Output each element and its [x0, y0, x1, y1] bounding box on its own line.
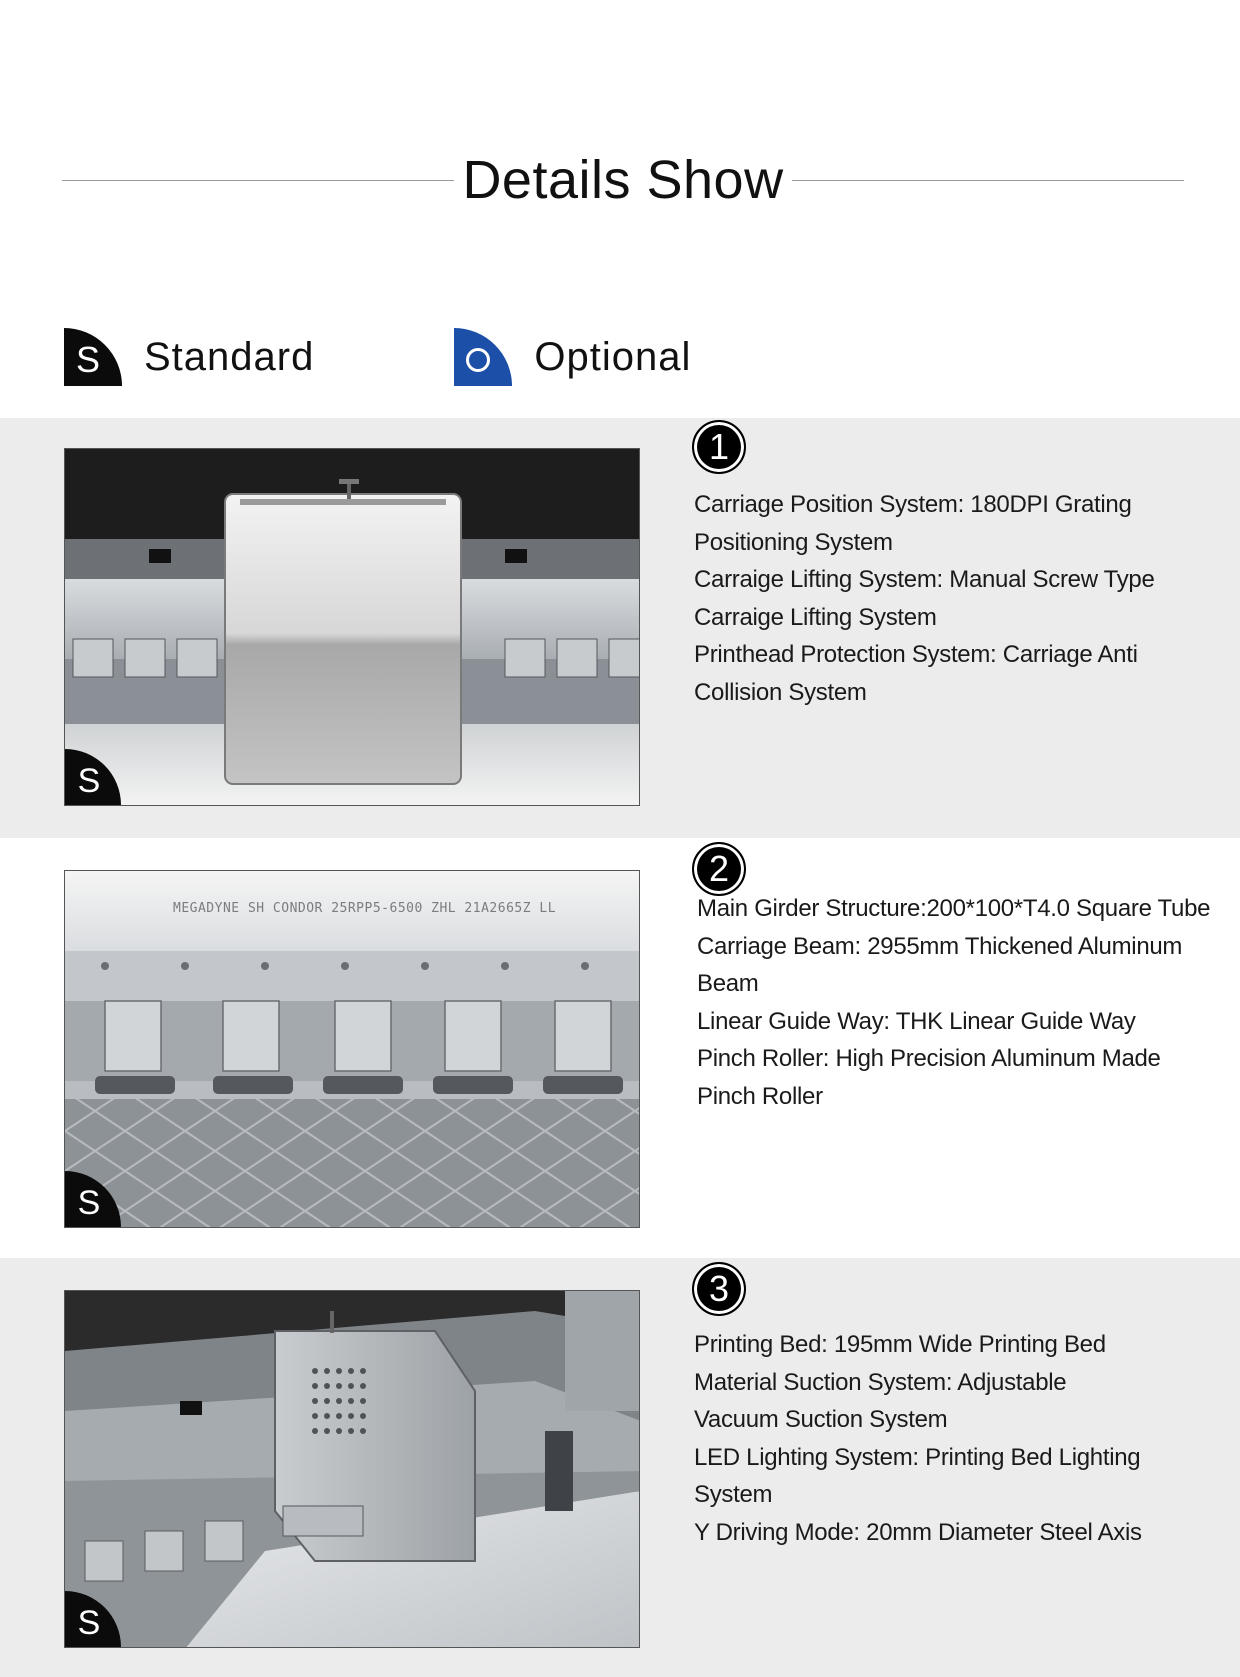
spec-line: Beam: [697, 970, 759, 997]
section-number-3: 3: [692, 1262, 746, 1316]
standard-badge-icon: S: [64, 328, 122, 386]
detail-section-1: [0, 418, 1240, 838]
girder-photo: [64, 870, 640, 1228]
optional-badge-icon: [454, 328, 512, 386]
spec-line: System: [694, 1481, 773, 1508]
spec-list-1: [694, 486, 1155, 711]
standard-badge-icon: S: [65, 1591, 121, 1647]
spec-line: Carriage Beam: 2955mm Thickened Aluminum: [697, 932, 1183, 960]
legend-optional: [454, 328, 691, 386]
spec-line: Positioning System: [694, 528, 893, 556]
printing-bed-photo: [64, 1290, 640, 1648]
detail-section-3: [0, 1258, 1240, 1677]
spec-line: LED Lighting System: Printing Bed Lighting: [694, 1443, 1141, 1471]
spec-line: Main Girder Structure:200*100*T4.0 Square Tube: [697, 895, 1211, 922]
section-number-2: 2: [692, 842, 746, 896]
legend: [64, 328, 831, 386]
title-divider-left: [62, 180, 454, 181]
spec-line: Carriage Position System: 180DPI Grating: [694, 491, 1132, 518]
title-divider-right: [792, 180, 1184, 181]
optional-label: Optional: [534, 334, 692, 379]
spec-list-3: [694, 1326, 1142, 1551]
legend-standard: [64, 328, 314, 386]
standard-badge-icon: S: [65, 1171, 121, 1227]
standard-label: Standard: [144, 334, 315, 379]
optional-ring-icon: [466, 348, 490, 372]
section-number-1: 1: [692, 420, 746, 474]
belt-label: MEGADYNE SH CONDOR 25RPP5-6500 ZHL 21A2665Z LL: [173, 901, 557, 916]
spec-line: Carraige Lifting System: [694, 603, 937, 631]
carriage-photo: [64, 448, 640, 806]
spec-line: Pinch Roller: High Precision Aluminum Made: [697, 1045, 1161, 1072]
spec-line: Linear Guide Way: THK Linear Guide Way: [697, 1007, 1136, 1035]
spec-line: Carraige Lifting System: Manual Screw Type: [694, 566, 1155, 593]
spec-line: Material Suction System: Adjustable: [694, 1368, 1067, 1396]
spec-line: Pinch Roller: [697, 1082, 823, 1110]
spec-line: Vacuum Suction System: [694, 1406, 948, 1433]
spec-line: Printhead Protection System: Carriage Anti: [694, 641, 1138, 668]
spec-line: Printing Bed: 195mm Wide Printing Bed: [694, 1331, 1106, 1358]
page-title: Details Show: [462, 150, 784, 210]
spec-list-2: [697, 890, 1210, 1115]
title-row: [62, 140, 1184, 220]
detail-section-2: [0, 838, 1240, 1258]
spec-line: Collision System: [694, 678, 867, 706]
spec-line: Y Driving Mode: 20mm Diameter Steel Axis: [694, 1518, 1142, 1546]
standard-badge-icon: S: [65, 749, 121, 805]
